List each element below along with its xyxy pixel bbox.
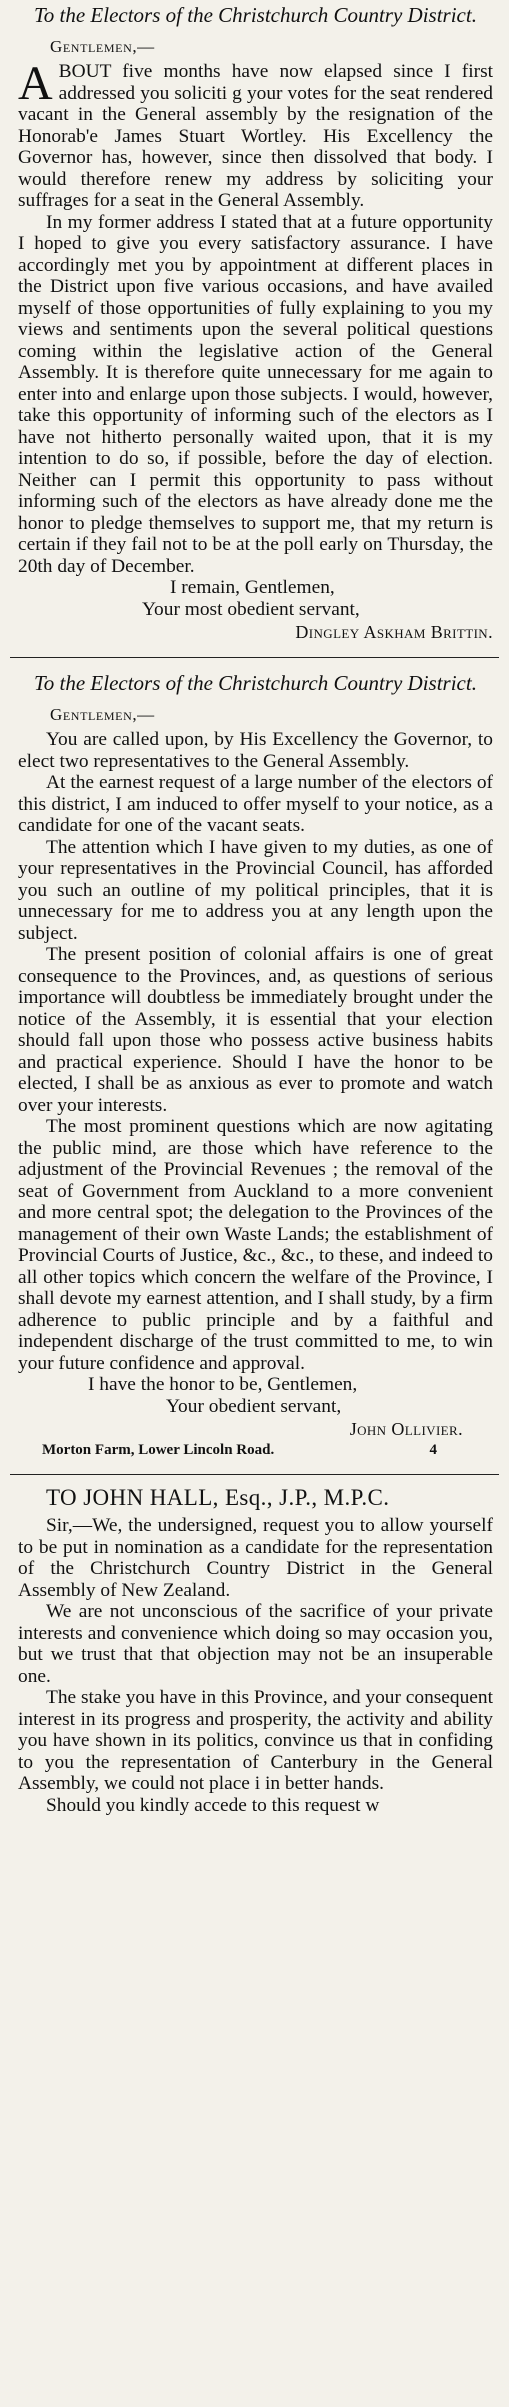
paragraph: Sir,—We, the undersigned, request you to allow yourself to be put in nomination as a candidate for the representation of the Christchurch Country District in the General Assembly of New Zealand.	[18, 1515, 493, 1601]
closing-line: Your most obedient servant,	[142, 599, 360, 620]
paragraph: ABOUT five months have now elapsed since I first addressed you soliciti g your votes for the seat rendered vacant in the General assembly by the resignation of the Honorab'e James Stuart Wortley. His Excellency the Governor has, however, since then dissolved that body. I would therefore renew my address by soliciting your suffrages for a seat in the General Assembly.	[18, 57, 493, 211]
notice-heading: TO JOHN HALL, Esq., J.P., M.P.C.	[46, 1485, 390, 1510]
signature: John Ollivier.	[349, 1419, 463, 1439]
salutation: Gentlemen,—	[50, 705, 155, 724]
paragraph: The most prominent questions which are now agitating the public mind, are those which have reference to the adjustment of the Provincial Revenues ; the removal of the seat of Government from Auckland to a more convenient and more central spot; the delegation to the Provinces of the management of their own Waste Lands; the establishment of Provincial Courts of Justice, &c., &c., to these, and indeed to all other topics which concern the welfare of the Province, I shall devote my earnest attention, and I shall study, by a firm adherence to public principle and by a faithful and independent discharge of the trust committed to me, to win your future confidence and approval.	[18, 1116, 493, 1374]
paragraph: In my former address I stated that at a future opportunity I hoped to give you every satisfactory assurance. I have accordingly met you by appointment at different places in the District upon five various occasions, and have availed myself of those opportunities of fully explaining to you my views and sentiments upon the several political questions coming within the legislative action of the General Assembly. It is therefore quite unnecessary for me again to enter into and enlarge upon those subjects. I would, however, take this opportunity of informing such of the electors as I have not hitherto personally waited upon, that it is my intention to do so, if possible, before the day of election. Neither can I permit this opportunity to pass without informing such of the electors as have already done me the honor to pledge themselves to support me, that my return is certain if they fail not to be at the poll early on Thursday, the 20th day of December.	[18, 211, 493, 577]
paragraph: The present position of colonial affairs is one of great consequence to the Provinces, and, as questions of serious importance will doubtless be immediately brought under the notice of the Assembly, it is essential that your election should fall upon those who possess active business habits and practical experience. Should I have the honor to be elected, I shall be as anxious as ever to promote and watch over your interests.	[18, 944, 493, 1116]
signature: Dingley Askham Brittin.	[295, 622, 493, 642]
divider	[10, 1474, 499, 1475]
paragraph: The stake you have in this Province, and your consequent interest in its progress and prosperity, the activity and ability you have shown in its politics, convince us that in confiding to you the representation of Canterbury in the General Assembly, we could not place i in better hands.	[18, 1687, 493, 1794]
paragraph: At the earnest request of a large number of the electors of this district, I am induced to offer myself to your notice, as a candidate for one of the vacant seats.	[18, 772, 493, 836]
notice-title: To the Electors of the Christchurch Country District.	[34, 3, 477, 27]
salutation: Gentlemen,—	[50, 37, 155, 56]
paragraph: Should you kindly accede to this request w	[46, 1794, 380, 1816]
paragraph: You are called upon, by His Excellency the Governor, to elect two representatives to the General Assembly.	[18, 729, 493, 772]
notice-ollivier	[0, 672, 509, 1460]
notice-hall	[0, 1485, 509, 1816]
notice-brittin	[0, 0, 509, 643]
address-line: Morton Farm, Lower Lincoln Road. 4	[42, 1442, 437, 1458]
closing-line: I have the honor to be, Gentlemen,	[88, 1374, 358, 1395]
closing-line: I remain, Gentlemen,	[170, 577, 335, 598]
drop-cap: A	[18, 57, 53, 110]
notice-title: To the Electors of the Christchurch Country District.	[34, 671, 477, 695]
paragraph: We are not unconscious of the sacrifice of your private interests and convenience which doing so may occasion you, but we trust that that objection may not be an insuperable one.	[18, 1601, 493, 1687]
closing-line: Your obedient servant,	[166, 1396, 342, 1417]
paragraph: The attention which I have given to my duties, as one of your representatives in the Provincial Council, has afforded you such an outline of my political principles, that it is unnecessary for me to address you at any length upon the subject.	[18, 836, 493, 944]
divider	[10, 657, 499, 658]
issue-mark: 4	[429, 1442, 437, 1458]
